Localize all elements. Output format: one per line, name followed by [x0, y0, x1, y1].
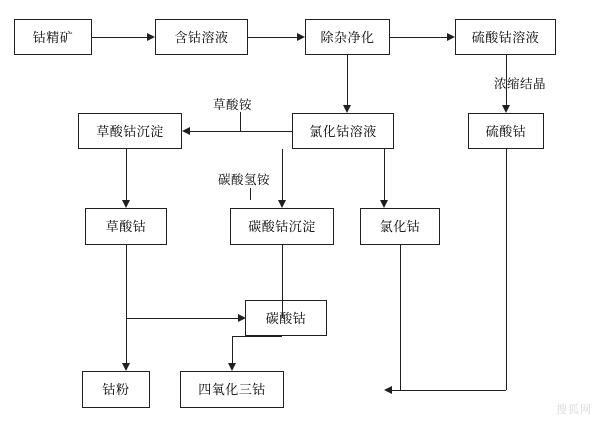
node-label: 四氧化三钴: [198, 382, 266, 397]
connector-chloride-solution-to-oxalate-precipitate: [190, 131, 292, 132]
node-cobalt-chloride: [360, 208, 440, 245]
node-label: 碳酸钴: [265, 310, 307, 326]
node-label: 硫酸钴: [485, 123, 527, 139]
arrowhead-impurity-to-sulfate-solution: [447, 33, 455, 41]
arrowhead-impurity-to-chloride-solution: [343, 105, 351, 113]
connector-carbonate-precipitate-down: [282, 245, 283, 318]
connector-carbonate-precipitate-horizontal: [201, 318, 241, 319]
arrowhead-chloride-solution-to-carbonate-precipitate: [278, 200, 286, 208]
watermark: 搜狐网: [556, 404, 592, 416]
node-label: 氯化钴: [379, 219, 421, 234]
node-cobalt-oxalate: [85, 208, 167, 245]
node-cobalt-chloride-solution: [292, 113, 394, 149]
arrowhead-chloride-solution-to-oxalate-precipitate: [182, 127, 190, 135]
connector-oxalate-to-carbonate-line: [126, 318, 202, 319]
edge-label-ammonium-oxalate: 草酸铵: [213, 98, 253, 112]
connector-ammonium-oxalate-feed: [240, 112, 241, 131]
arrowhead-solution-to-impurity: [297, 33, 305, 41]
node-label: 钴精矿: [32, 29, 74, 45]
node-cobalt-carbonate: [245, 300, 327, 336]
node-label: 硫酸钴溶液: [471, 29, 540, 45]
node-cobalt-oxalate-precipitate: [78, 113, 182, 149]
connector-chloride-solution-down: [282, 149, 283, 200]
arrowhead-sulfate-solution-to-sulfate: [502, 105, 510, 113]
connector-ammonium-bicarbonate-feed: [250, 188, 251, 200]
node-cobalt-sulfate-solution: [455, 19, 556, 55]
node-cobalt-carbonate-precipitate: [230, 208, 334, 245]
connector-sulfate-solution-to-sulfate: [506, 55, 507, 105]
arrowhead-bottom-row-left: [384, 386, 392, 394]
node-cobalt-sulfate: [468, 113, 544, 149]
node-label: 含钴溶液: [174, 29, 229, 45]
node-label: 草酸钴: [105, 219, 147, 234]
node-tricobalt-tetroxide: [180, 371, 284, 408]
arrowhead-concentrate-to-solution: [147, 33, 155, 41]
connector-chloride-solution-to-chloride: [384, 149, 385, 200]
node-label: 碳酸钴沉淀: [248, 219, 316, 234]
node-cobalt-solution: [155, 19, 248, 55]
edge-label-ammonium-bicarbonate: 碳酸氢铵: [218, 173, 271, 187]
edge-label-concentration-crystallization: 浓缩结晶: [494, 77, 547, 91]
connector-sulfate-down-right: [506, 149, 507, 390]
arrowhead-oxalate-precipitate-to-oxalate: [122, 200, 130, 208]
connector-oxalate-precipitate-to-oxalate: [126, 149, 127, 200]
node-label: 钴粉: [102, 382, 130, 397]
node-label: 草酸钴沉淀: [96, 123, 164, 139]
node-cobalt-powder: [82, 371, 150, 408]
node-label: 除杂净化: [320, 29, 375, 45]
connector-sulfate-to-bottom-row: [392, 390, 506, 391]
arrowhead-chloride-solution-to-chloride: [380, 200, 388, 208]
connector-carbonate-bottom-feed: [232, 336, 282, 337]
node-cobalt-concentrate: [14, 19, 92, 55]
connector-oxalate-down: [126, 245, 127, 363]
arrowhead-oxalate-to-powder: [122, 363, 130, 371]
node-impurity-removal: [305, 19, 390, 55]
node-label: 氯化钴溶液: [309, 123, 377, 139]
connector-concentrate-to-solution: [92, 37, 147, 38]
connector-impurity-to-chloride-solution: [347, 55, 348, 105]
connector-solution-to-impurity: [248, 37, 297, 38]
connector-chloride-down-to-bottom: [400, 245, 401, 390]
connector-impurity-to-sulfate-solution: [390, 37, 447, 38]
connector-carbonate-to-tetroxide: [232, 336, 233, 363]
arrowhead-carbonate-to-tetroxide: [228, 363, 236, 371]
